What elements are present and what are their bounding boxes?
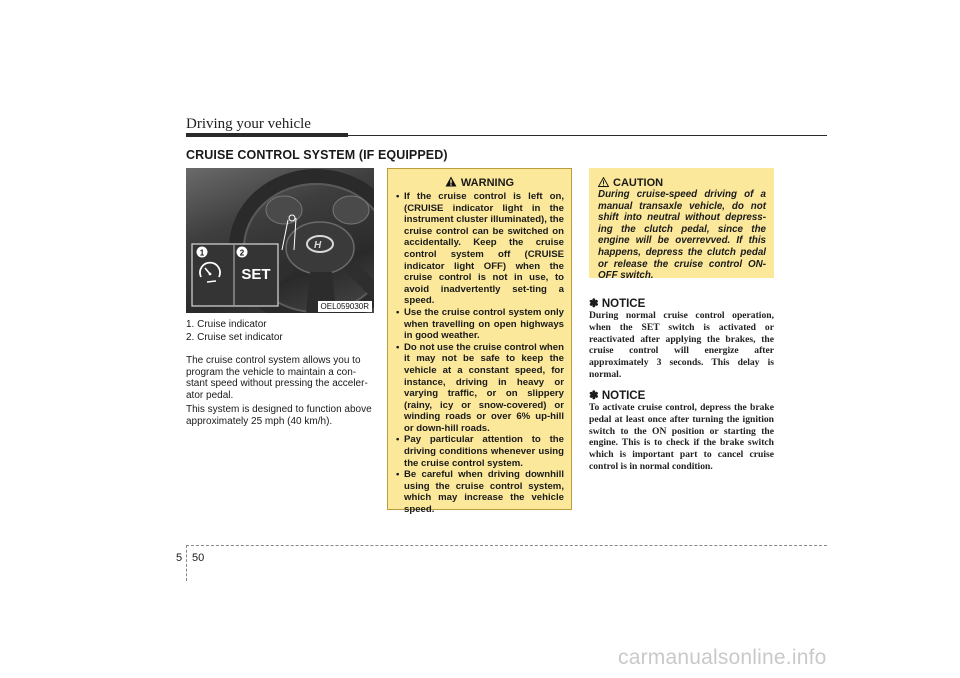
caution-heading: [598, 177, 663, 189]
warning-box: [387, 168, 572, 516]
caution-box: [589, 168, 774, 282]
warning-item: • Use the cruise control system only when travelling on open highways in good weather.: [396, 307, 564, 342]
figure-captions: [186, 318, 283, 344]
body-paragraph: This system is designed to function above approximately 25 mph (40 km/h).: [186, 404, 372, 427]
section-title: CRUISE CONTROL SYSTEM (IF EQUIPPED): [186, 148, 448, 162]
body-paragraph: The cruise control system allows you to program the vehicle to maintain a con-stant speed without pressing the acceler-ator pedal.: [186, 355, 368, 401]
notice-text: To activate cruise control, depress the brake pedal at least once after turning the ignition switch to the ON position or starting the engine. This is to check if the brake switch which is important part to cancel cruise control is in normal condition.: [589, 402, 774, 472]
footer-rule: [186, 545, 827, 546]
cruise-set-indicator: SET: [241, 266, 271, 283]
warning-list: [396, 191, 564, 516]
caption-item: 2. Cruise set indicator: [186, 332, 283, 343]
warning-item: • Pay particular attention to the driving conditions whenever using the cruise control system.: [396, 434, 564, 469]
footer-divider: [186, 545, 187, 581]
notice-heading: ✽ NOTICE: [589, 390, 646, 402]
notice-text: During normal cruise control operation, when the SET switch is activated or reactivated after applying the brakes, the cruise control will energize after approximately 3 seconds. This delay is normal.: [589, 310, 774, 380]
warning-item: • Do not use the cruise control when it may not be safe to keep the vehicle at a constant speed, for instance, driving in heavy or varying traffic, or on slippery (rainy, icy or snow-covered) or winding roads or over 6% up-hill or down-hill roads.: [396, 342, 564, 435]
caution-title: CAUTION: [613, 177, 664, 189]
dashboard-illustration: [186, 168, 374, 313]
callout-1: 1: [199, 248, 205, 258]
cluster-photo: [186, 168, 374, 313]
warning-item: • Be careful when driving downhill using the cruise control system, which may increase the vehicle speed.: [396, 469, 564, 515]
page-number: 50: [192, 552, 205, 564]
chapter-number: 5: [176, 552, 183, 564]
caution-text: During cruise-speed driving of a manual transaxle vehicle, do not shift into neutral without depress-ing the clutch pedal, since the engine will be overrevved. If this happens, depress the clutch pedal or release the cruise control ON-OFF switch.: [598, 189, 766, 282]
warning-icon: [445, 176, 457, 187]
header-accent-bar: [186, 133, 348, 137]
warning-title: WARNING: [460, 177, 515, 189]
watermark: carmanualsonline.info: [618, 646, 827, 669]
notice-heading: ✽ NOTICE: [589, 298, 646, 310]
warning-item: • If the cruise control is left on, (CRUISE indicator light in the instrument cluster illuminated), the cruise control can be switched on accidentally. Keep the cruise control system off (CRUISE indicator light OFF) when the cruise control is not in use, to avoid inadvertently set-ting a speed.: [396, 191, 564, 307]
header-title: Driving your vehicle: [186, 116, 311, 132]
callout-2: 2: [239, 248, 245, 258]
caption-item: 1. Cruise indicator: [186, 319, 267, 330]
svg-text:H: H: [314, 240, 322, 251]
body-text: [186, 355, 374, 430]
caution-icon: [598, 177, 609, 187]
warning-heading: [388, 176, 571, 189]
figure-code: OEL059030R: [318, 301, 372, 312]
